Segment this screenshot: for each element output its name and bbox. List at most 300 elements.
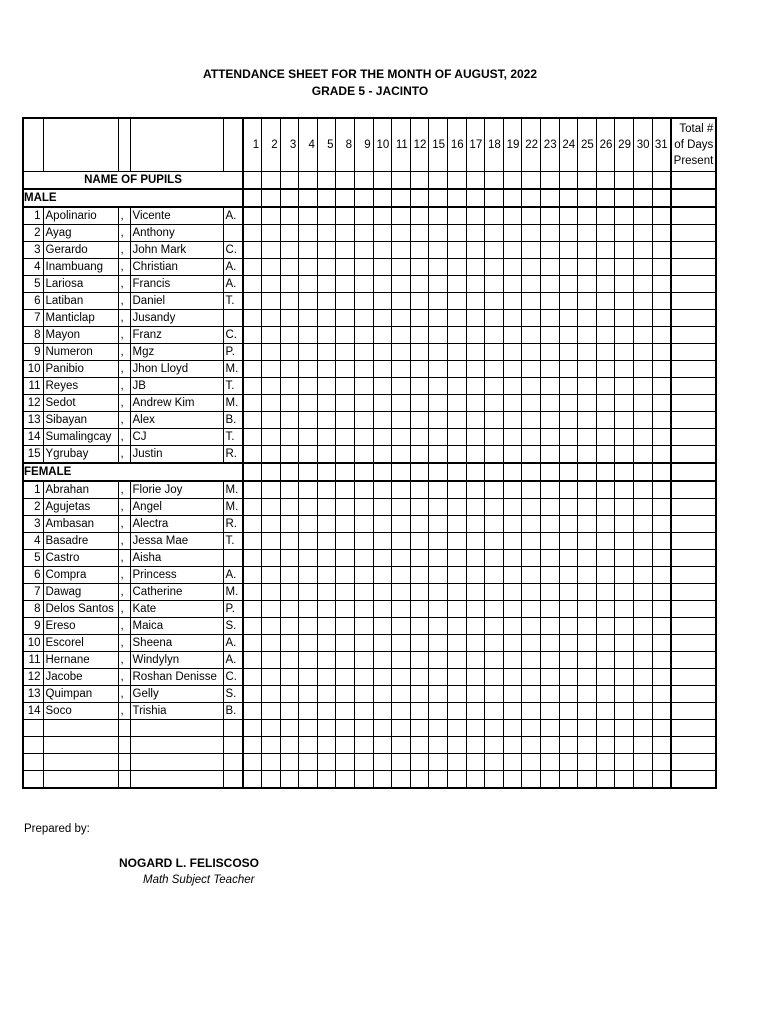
day-cell bbox=[578, 207, 597, 225]
day-cell bbox=[596, 618, 615, 635]
day-cell bbox=[317, 601, 336, 618]
day-header: 23 bbox=[541, 118, 560, 172]
day-cell bbox=[410, 601, 429, 618]
day-cell bbox=[336, 686, 355, 703]
pupil-row bbox=[23, 378, 716, 395]
day-cell bbox=[466, 550, 485, 567]
pupil-row bbox=[23, 533, 716, 550]
day-cell bbox=[392, 686, 411, 703]
pupil-row bbox=[23, 481, 716, 499]
day-cell bbox=[299, 378, 318, 395]
pupil-number: 13 bbox=[23, 412, 43, 429]
day-cell bbox=[485, 344, 504, 361]
day-cell bbox=[503, 242, 522, 259]
pupil-number: 15 bbox=[23, 446, 43, 464]
total-cell bbox=[671, 533, 717, 550]
day-cell bbox=[503, 172, 522, 190]
day-cell bbox=[448, 618, 467, 635]
day-cell bbox=[596, 754, 615, 771]
day-cell bbox=[615, 584, 634, 601]
day-cell bbox=[503, 516, 522, 533]
pupil-row bbox=[23, 446, 716, 464]
day-cell bbox=[243, 533, 262, 550]
day-cell bbox=[466, 652, 485, 669]
day-cell bbox=[410, 259, 429, 276]
day-header: 16 bbox=[448, 118, 467, 172]
day-header: 11 bbox=[392, 118, 411, 172]
day-cell bbox=[578, 259, 597, 276]
day-cell bbox=[578, 225, 597, 242]
day-cell bbox=[541, 720, 560, 737]
total-cell bbox=[671, 481, 717, 499]
pupil-last-name: Castro bbox=[43, 550, 118, 567]
day-cell bbox=[317, 463, 336, 481]
day-cell bbox=[373, 327, 392, 344]
pupil-middle-initial bbox=[223, 310, 243, 327]
day-cell bbox=[559, 481, 578, 499]
day-cell bbox=[262, 259, 281, 276]
day-cell bbox=[355, 327, 374, 344]
day-cell bbox=[541, 207, 560, 225]
day-cell bbox=[280, 720, 299, 737]
day-header: 1 bbox=[243, 118, 262, 172]
day-cell bbox=[485, 567, 504, 584]
pupil-last-name: Basadre bbox=[43, 533, 118, 550]
name-separator: , bbox=[118, 344, 130, 361]
total-cell bbox=[671, 429, 717, 446]
day-cell bbox=[243, 259, 262, 276]
pupil-row bbox=[23, 412, 716, 429]
pupil-middle-initial: B. bbox=[223, 703, 243, 720]
day-cell bbox=[559, 463, 578, 481]
day-cell bbox=[652, 412, 671, 429]
day-cell bbox=[317, 771, 336, 789]
pupil-number: 9 bbox=[23, 344, 43, 361]
day-cell bbox=[596, 412, 615, 429]
day-cell bbox=[578, 754, 597, 771]
name-separator: , bbox=[118, 207, 130, 225]
day-cell bbox=[633, 310, 652, 327]
day-cell bbox=[299, 310, 318, 327]
empty-row bbox=[23, 720, 716, 737]
day-cell bbox=[522, 172, 541, 190]
pupil-number: 8 bbox=[23, 601, 43, 618]
pupil-number: 7 bbox=[23, 584, 43, 601]
day-cell bbox=[615, 516, 634, 533]
name-separator: , bbox=[118, 276, 130, 293]
day-cell bbox=[262, 771, 281, 789]
day-cell bbox=[559, 344, 578, 361]
day-cell bbox=[559, 429, 578, 446]
day-cell bbox=[615, 754, 634, 771]
day-cell bbox=[299, 686, 318, 703]
day-cell bbox=[392, 737, 411, 754]
pupil-row bbox=[23, 499, 716, 516]
day-cell bbox=[410, 720, 429, 737]
pupil-number: 10 bbox=[23, 361, 43, 378]
day-cell bbox=[243, 584, 262, 601]
day-cell bbox=[596, 327, 615, 344]
day-cell bbox=[615, 499, 634, 516]
day-cell bbox=[317, 276, 336, 293]
pupil-last-name: Mayon bbox=[43, 327, 118, 344]
day-cell bbox=[355, 516, 374, 533]
pupil-first-name: JB bbox=[130, 378, 223, 395]
pupil-first-name: Francis bbox=[130, 276, 223, 293]
pupil-middle-initial: S. bbox=[223, 686, 243, 703]
day-cell bbox=[466, 429, 485, 446]
day-cell bbox=[299, 499, 318, 516]
day-cell bbox=[615, 361, 634, 378]
day-cell bbox=[541, 429, 560, 446]
day-cell bbox=[485, 703, 504, 720]
day-cell bbox=[280, 550, 299, 567]
day-cell bbox=[559, 207, 578, 225]
day-cell bbox=[615, 225, 634, 242]
empty-cell bbox=[43, 771, 118, 789]
day-cell bbox=[355, 344, 374, 361]
name-separator: , bbox=[118, 584, 130, 601]
day-cell bbox=[262, 567, 281, 584]
day-cell bbox=[373, 516, 392, 533]
day-cell bbox=[615, 652, 634, 669]
day-cell bbox=[299, 259, 318, 276]
day-cell bbox=[355, 652, 374, 669]
day-cell bbox=[485, 225, 504, 242]
day-cell bbox=[336, 481, 355, 499]
day-cell bbox=[596, 361, 615, 378]
name-separator: , bbox=[118, 259, 130, 276]
day-cell bbox=[466, 754, 485, 771]
day-cell bbox=[448, 516, 467, 533]
day-cell bbox=[392, 172, 411, 190]
day-cell bbox=[262, 344, 281, 361]
day-cell bbox=[578, 446, 597, 464]
day-cell bbox=[466, 533, 485, 550]
day-cell bbox=[373, 412, 392, 429]
name-separator: , bbox=[118, 310, 130, 327]
day-cell bbox=[429, 361, 448, 378]
day-cell bbox=[262, 172, 281, 190]
day-cell bbox=[317, 652, 336, 669]
day-cell bbox=[596, 293, 615, 310]
pupil-last-name: Sumalingcay bbox=[43, 429, 118, 446]
day-cell bbox=[448, 584, 467, 601]
name-separator: , bbox=[118, 293, 130, 310]
pupil-middle-initial: A. bbox=[223, 652, 243, 669]
total-cell bbox=[671, 446, 717, 464]
day-cell bbox=[615, 446, 634, 464]
pupil-last-name: Ambasan bbox=[43, 516, 118, 533]
day-cell bbox=[503, 481, 522, 499]
day-cell bbox=[541, 686, 560, 703]
day-header: 29 bbox=[615, 118, 634, 172]
day-cell bbox=[299, 276, 318, 293]
day-cell bbox=[466, 499, 485, 516]
day-cell bbox=[578, 635, 597, 652]
day-cell bbox=[280, 189, 299, 207]
day-cell bbox=[317, 242, 336, 259]
day-cell bbox=[448, 327, 467, 344]
day-cell bbox=[596, 242, 615, 259]
day-cell bbox=[522, 516, 541, 533]
day-cell bbox=[615, 327, 634, 344]
day-cell bbox=[578, 172, 597, 190]
day-cell bbox=[652, 686, 671, 703]
day-cell bbox=[559, 703, 578, 720]
pupil-first-name: Maica bbox=[130, 618, 223, 635]
pupil-number: 12 bbox=[23, 669, 43, 686]
day-cell bbox=[615, 686, 634, 703]
day-cell bbox=[429, 635, 448, 652]
day-cell bbox=[522, 686, 541, 703]
day-cell bbox=[262, 395, 281, 412]
day-cell bbox=[243, 310, 262, 327]
day-cell bbox=[243, 378, 262, 395]
pupil-last-name: Ayag bbox=[43, 225, 118, 242]
day-header: 24 bbox=[559, 118, 578, 172]
pupil-row bbox=[23, 344, 716, 361]
day-cell bbox=[262, 533, 281, 550]
day-cell bbox=[596, 172, 615, 190]
day-cell bbox=[299, 703, 318, 720]
day-cell bbox=[503, 327, 522, 344]
pupil-number: 8 bbox=[23, 327, 43, 344]
day-cell bbox=[336, 533, 355, 550]
day-cell bbox=[522, 550, 541, 567]
day-cell bbox=[299, 516, 318, 533]
day-cell bbox=[503, 361, 522, 378]
day-cell bbox=[615, 378, 634, 395]
pupil-row bbox=[23, 225, 716, 242]
day-cell bbox=[652, 481, 671, 499]
day-cell bbox=[373, 361, 392, 378]
day-cell bbox=[466, 310, 485, 327]
day-cell bbox=[336, 276, 355, 293]
total-cell bbox=[671, 771, 717, 789]
day-cell bbox=[522, 652, 541, 669]
day-cell bbox=[522, 412, 541, 429]
day-cell bbox=[559, 412, 578, 429]
day-cell bbox=[355, 686, 374, 703]
day-cell bbox=[355, 242, 374, 259]
day-cell bbox=[578, 327, 597, 344]
day-cell bbox=[503, 189, 522, 207]
day-cell bbox=[485, 771, 504, 789]
empty-cell bbox=[130, 771, 223, 789]
day-cell bbox=[633, 395, 652, 412]
day-cell bbox=[280, 481, 299, 499]
day-cell bbox=[615, 720, 634, 737]
day-cell bbox=[429, 189, 448, 207]
name-separator: , bbox=[118, 567, 130, 584]
day-cell bbox=[522, 737, 541, 754]
day-cell bbox=[615, 567, 634, 584]
day-cell bbox=[522, 225, 541, 242]
day-cell bbox=[280, 703, 299, 720]
day-cell bbox=[299, 481, 318, 499]
day-cell bbox=[392, 720, 411, 737]
day-cell bbox=[373, 225, 392, 242]
day-cell bbox=[262, 412, 281, 429]
day-cell bbox=[485, 361, 504, 378]
day-cell bbox=[410, 754, 429, 771]
day-cell bbox=[355, 771, 374, 789]
pupil-first-name: Franz bbox=[130, 327, 223, 344]
day-cell bbox=[373, 344, 392, 361]
pupil-middle-initial bbox=[223, 550, 243, 567]
day-cell bbox=[392, 533, 411, 550]
day-cell bbox=[355, 754, 374, 771]
day-cell bbox=[429, 429, 448, 446]
header-blank-cell bbox=[23, 118, 43, 172]
day-cell bbox=[578, 481, 597, 499]
day-cell bbox=[485, 327, 504, 344]
pupil-middle-initial: R. bbox=[223, 446, 243, 464]
day-cell bbox=[317, 618, 336, 635]
day-cell bbox=[615, 242, 634, 259]
day-cell bbox=[541, 412, 560, 429]
day-cell bbox=[485, 481, 504, 499]
day-cell bbox=[615, 533, 634, 550]
day-cell bbox=[503, 652, 522, 669]
day-cell bbox=[336, 516, 355, 533]
day-cell bbox=[429, 686, 448, 703]
day-cell bbox=[541, 310, 560, 327]
day-cell bbox=[503, 276, 522, 293]
pupil-number: 2 bbox=[23, 225, 43, 242]
day-cell bbox=[652, 344, 671, 361]
day-cell bbox=[485, 259, 504, 276]
day-cell bbox=[522, 429, 541, 446]
day-cell bbox=[243, 720, 262, 737]
total-cell bbox=[671, 361, 717, 378]
day-cell bbox=[559, 395, 578, 412]
day-cell bbox=[336, 310, 355, 327]
day-cell bbox=[633, 429, 652, 446]
day-cell bbox=[541, 378, 560, 395]
day-cell bbox=[466, 395, 485, 412]
day-cell bbox=[596, 516, 615, 533]
day-cell bbox=[373, 771, 392, 789]
day-cell bbox=[429, 771, 448, 789]
day-cell bbox=[541, 481, 560, 499]
day-cell bbox=[429, 293, 448, 310]
day-cell bbox=[299, 567, 318, 584]
day-cell bbox=[596, 567, 615, 584]
day-header: 10 bbox=[373, 118, 392, 172]
day-cell bbox=[448, 293, 467, 310]
day-cell bbox=[336, 463, 355, 481]
day-cell bbox=[429, 499, 448, 516]
day-cell bbox=[280, 242, 299, 259]
pupil-row bbox=[23, 207, 716, 225]
pupil-number: 6 bbox=[23, 293, 43, 310]
name-separator: , bbox=[118, 446, 130, 464]
day-cell bbox=[578, 293, 597, 310]
pupil-last-name: Dawag bbox=[43, 584, 118, 601]
day-cell bbox=[355, 172, 374, 190]
empty-cell bbox=[23, 737, 43, 754]
day-cell bbox=[262, 463, 281, 481]
day-cell bbox=[355, 259, 374, 276]
day-cell bbox=[243, 412, 262, 429]
day-cell bbox=[373, 463, 392, 481]
total-cell bbox=[671, 310, 717, 327]
pupil-row bbox=[23, 327, 716, 344]
day-cell bbox=[503, 207, 522, 225]
day-cell bbox=[503, 293, 522, 310]
day-cell bbox=[336, 652, 355, 669]
day-cell bbox=[448, 463, 467, 481]
day-cell bbox=[280, 412, 299, 429]
day-cell bbox=[243, 499, 262, 516]
day-cell bbox=[392, 446, 411, 464]
day-cell bbox=[522, 327, 541, 344]
total-cell bbox=[671, 550, 717, 567]
day-cell bbox=[243, 361, 262, 378]
day-cell bbox=[262, 207, 281, 225]
day-cell bbox=[262, 446, 281, 464]
day-cell bbox=[336, 361, 355, 378]
day-cell bbox=[410, 446, 429, 464]
day-cell bbox=[652, 771, 671, 789]
day-cell bbox=[541, 567, 560, 584]
pupil-last-name: Abrahan bbox=[43, 481, 118, 499]
day-cell bbox=[299, 771, 318, 789]
day-cell bbox=[280, 207, 299, 225]
day-cell bbox=[522, 242, 541, 259]
day-cell bbox=[373, 378, 392, 395]
day-cell bbox=[615, 737, 634, 754]
day-cell bbox=[615, 635, 634, 652]
day-cell bbox=[541, 516, 560, 533]
day-cell bbox=[503, 771, 522, 789]
pupil-middle-initial: T. bbox=[223, 293, 243, 310]
day-cell bbox=[522, 720, 541, 737]
pupil-middle-initial: B. bbox=[223, 412, 243, 429]
day-cell bbox=[410, 771, 429, 789]
day-cell bbox=[317, 293, 336, 310]
day-cell bbox=[429, 703, 448, 720]
day-cell bbox=[410, 463, 429, 481]
pupil-last-name: Reyes bbox=[43, 378, 118, 395]
day-cell bbox=[522, 481, 541, 499]
day-cell bbox=[317, 429, 336, 446]
day-cell bbox=[522, 771, 541, 789]
pupil-first-name: Angel bbox=[130, 499, 223, 516]
day-cell bbox=[336, 737, 355, 754]
day-cell bbox=[299, 293, 318, 310]
day-cell bbox=[262, 293, 281, 310]
day-cell bbox=[392, 567, 411, 584]
day-cell bbox=[336, 172, 355, 190]
day-cell bbox=[633, 412, 652, 429]
day-cell bbox=[448, 207, 467, 225]
day-cell bbox=[262, 686, 281, 703]
day-cell bbox=[299, 601, 318, 618]
day-cell bbox=[503, 225, 522, 242]
day-cell bbox=[336, 703, 355, 720]
day-cell bbox=[280, 463, 299, 481]
day-cell bbox=[541, 276, 560, 293]
header-blank-cell bbox=[118, 118, 130, 172]
day-cell bbox=[410, 361, 429, 378]
day-cell bbox=[522, 618, 541, 635]
day-cell bbox=[633, 754, 652, 771]
day-cell bbox=[262, 276, 281, 293]
day-cell bbox=[522, 499, 541, 516]
